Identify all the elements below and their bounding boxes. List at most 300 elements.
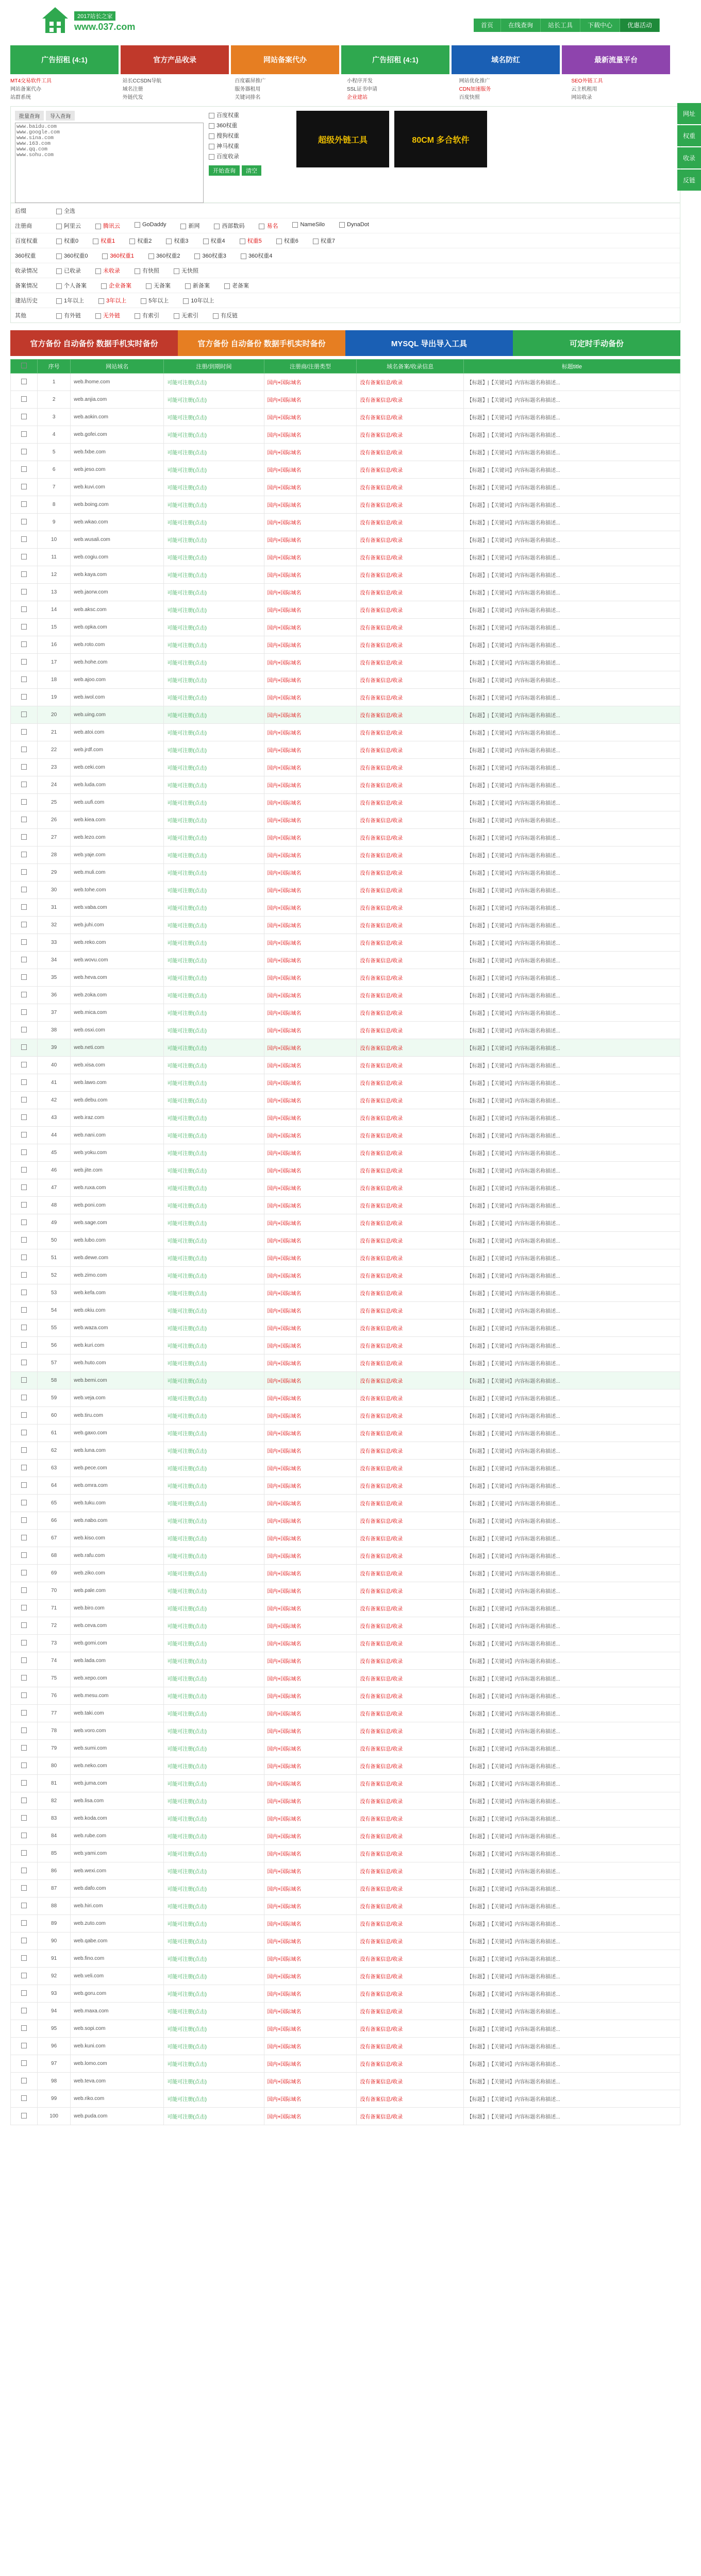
row-checkbox[interactable] xyxy=(21,1850,27,1856)
row-status[interactable]: 可能可注册(点击) xyxy=(164,2073,264,2090)
filter-option[interactable]: 360权重1 xyxy=(102,251,133,260)
row-status[interactable]: 可能可注册(点击) xyxy=(164,1127,264,1144)
checkbox[interactable] xyxy=(214,224,220,229)
row-checkbox[interactable] xyxy=(21,1202,27,1208)
filter-option[interactable]: 未收录 xyxy=(95,266,120,275)
row-status[interactable]: 可能可注册(点击) xyxy=(164,479,264,496)
checkbox[interactable] xyxy=(148,253,154,259)
row-domain[interactable]: web.rube.com xyxy=(71,1827,164,1845)
checkbox[interactable] xyxy=(56,298,62,304)
row-checkbox[interactable] xyxy=(21,1500,27,1505)
row-status[interactable]: 可能可注册(点击) xyxy=(164,987,264,1004)
banner-item[interactable]: 可定时手动备份 xyxy=(513,330,680,356)
row-status[interactable]: 可能可注册(点击) xyxy=(164,1933,264,1950)
row-status[interactable]: 可能可注册(点击) xyxy=(164,409,264,426)
row-status[interactable]: 可能可注册(点击) xyxy=(164,1775,264,1792)
filter-option[interactable]: 无快照 xyxy=(174,266,198,275)
row-status[interactable]: 可能可注册(点击) xyxy=(164,1792,264,1810)
checkbox[interactable] xyxy=(129,239,135,244)
row-status[interactable]: 可能可注册(点击) xyxy=(164,1022,264,1039)
row-checkbox[interactable] xyxy=(21,1237,27,1243)
row-domain[interactable]: web.muli.com xyxy=(71,864,164,882)
row-status[interactable]: 可能可注册(点击) xyxy=(164,1845,264,1862)
row-status[interactable]: 可能可注册(点击) xyxy=(164,636,264,654)
banner-item[interactable]: MYSQL 导出导入工具 xyxy=(345,330,513,356)
filter-option[interactable]: 有索引 xyxy=(135,311,159,319)
row-status[interactable]: 可能可注册(点击) xyxy=(164,391,264,409)
checkbox[interactable] xyxy=(276,239,282,244)
row-status[interactable]: 可能可注册(点击) xyxy=(164,1968,264,1985)
row-checkbox[interactable] xyxy=(21,1973,27,1978)
row-status[interactable]: 可能可注册(点击) xyxy=(164,619,264,636)
row-status[interactable]: 可能可注册(点击) xyxy=(164,1687,264,1705)
row-domain[interactable]: web.neko.com xyxy=(71,1757,164,1775)
row-status[interactable]: 可能可注册(点击) xyxy=(164,461,264,479)
row-checkbox[interactable] xyxy=(21,396,27,402)
row-domain[interactable]: web.aksc.com xyxy=(71,601,164,619)
ad-box[interactable]: 广告招租 (4:1) xyxy=(341,45,449,74)
ad-link[interactable]: SSL证书申请 xyxy=(347,87,377,92)
row-domain[interactable]: web.roto.com xyxy=(71,636,164,654)
row-domain[interactable]: web.qabe.com xyxy=(71,1933,164,1950)
row-checkbox[interactable] xyxy=(21,1570,27,1575)
row-status[interactable]: 可能可注册(点击) xyxy=(164,1092,264,1109)
tab-import-query[interactable]: 导入查询 xyxy=(46,111,75,121)
ad-box[interactable]: 广告招租 (4:1) xyxy=(10,45,119,74)
row-status[interactable]: 可能可注册(点击) xyxy=(164,1372,264,1389)
checkbox[interactable] xyxy=(93,239,98,244)
side-tab[interactable]: 反链 xyxy=(677,170,701,191)
row-checkbox[interactable] xyxy=(21,1815,27,1821)
row-status[interactable]: 可能可注册(点击) xyxy=(164,496,264,514)
ad-link[interactable]: 云主机租用 xyxy=(571,87,597,92)
tab-batch-query[interactable]: 批量查询 xyxy=(15,111,44,121)
row-checkbox[interactable] xyxy=(21,1938,27,1943)
row-domain[interactable]: web.jite.com xyxy=(71,1162,164,1179)
row-status[interactable]: 可能可注册(点击) xyxy=(164,1214,264,1232)
row-domain[interactable]: web.ceva.com xyxy=(71,1617,164,1635)
row-checkbox[interactable] xyxy=(21,1255,27,1260)
row-checkbox[interactable] xyxy=(21,1762,27,1768)
row-status[interactable]: 可能可注册(点击) xyxy=(164,829,264,846)
ad-link[interactable]: CDN加速服务 xyxy=(459,87,491,92)
row-checkbox[interactable] xyxy=(21,1517,27,1523)
row-domain[interactable]: web.gomi.com xyxy=(71,1635,164,1652)
row-domain[interactable]: web.lhome.com xyxy=(71,374,164,391)
row-checkbox[interactable] xyxy=(21,1079,27,1085)
row-status[interactable]: 可能可注册(点击) xyxy=(164,601,264,619)
checkbox[interactable] xyxy=(203,239,209,244)
side-tab[interactable]: 网址 xyxy=(677,103,701,124)
checkbox[interactable] xyxy=(98,298,104,304)
row-domain[interactable]: web.xisa.com xyxy=(71,1057,164,1074)
row-domain[interactable]: web.kefa.com xyxy=(71,1284,164,1302)
row-domain[interactable]: web.puda.com xyxy=(71,2108,164,2125)
ad-link[interactable]: 服务器租用 xyxy=(235,87,261,92)
row-status[interactable]: 可能可注册(点击) xyxy=(164,776,264,794)
row-status[interactable]: 可能可注册(点击) xyxy=(164,1267,264,1284)
row-status[interactable]: 可能可注册(点击) xyxy=(164,566,264,584)
row-checkbox[interactable] xyxy=(21,1657,27,1663)
row-domain[interactable]: web.wkao.com xyxy=(71,514,164,531)
row-status[interactable]: 可能可注册(点击) xyxy=(164,584,264,601)
row-checkbox[interactable] xyxy=(21,1587,27,1593)
row-domain[interactable]: web.neti.com xyxy=(71,1039,164,1057)
filter-option[interactable]: DynaDot xyxy=(339,222,369,230)
row-domain[interactable]: web.nani.com xyxy=(71,1127,164,1144)
row-status[interactable]: 可能可注册(点击) xyxy=(164,846,264,864)
query-option[interactable] xyxy=(209,131,291,140)
row-status[interactable]: 可能可注册(点击) xyxy=(164,1302,264,1319)
filter-option[interactable]: 个人备案 xyxy=(56,281,87,290)
filter-option[interactable]: 新网 xyxy=(180,222,199,230)
row-status[interactable]: 可能可注册(点击) xyxy=(164,1740,264,1757)
row-domain[interactable]: web.riko.com xyxy=(71,2090,164,2108)
row-status[interactable]: 可能可注册(点击) xyxy=(164,1249,264,1267)
row-domain[interactable]: web.yaje.com xyxy=(71,846,164,864)
row-checkbox[interactable] xyxy=(21,1097,27,1103)
row-checkbox[interactable] xyxy=(21,2025,27,2031)
row-checkbox[interactable] xyxy=(21,1535,27,1540)
row-checkbox[interactable] xyxy=(21,764,27,770)
row-checkbox[interactable] xyxy=(21,1325,27,1330)
row-status[interactable]: 可能可注册(点击) xyxy=(164,2003,264,2020)
row-status[interactable]: 可能可注册(点击) xyxy=(164,1495,264,1512)
row-checkbox[interactable] xyxy=(21,1360,27,1365)
row-domain[interactable]: web.ziko.com xyxy=(71,1565,164,1582)
row-domain[interactable]: web.tiru.com xyxy=(71,1407,164,1425)
row-checkbox[interactable] xyxy=(21,1167,27,1173)
query-option[interactable] xyxy=(209,121,291,129)
ad-box[interactable]: 最新流量平台 xyxy=(562,45,670,74)
row-domain[interactable]: web.jaorw.com xyxy=(71,584,164,601)
row-domain[interactable]: web.goru.com xyxy=(71,1985,164,2003)
row-status[interactable]: 可能可注册(点击) xyxy=(164,1670,264,1687)
checkbox[interactable] xyxy=(213,313,219,319)
row-checkbox[interactable] xyxy=(21,887,27,892)
row-checkbox[interactable] xyxy=(21,852,27,857)
row-domain[interactable]: web.lomo.com xyxy=(71,2055,164,2073)
row-checkbox[interactable] xyxy=(21,957,27,962)
row-checkbox[interactable] xyxy=(21,1219,27,1225)
row-domain[interactable]: web.aokin.com xyxy=(71,409,164,426)
row-checkbox[interactable] xyxy=(21,904,27,910)
filter-option[interactable]: 5年以上 xyxy=(141,296,169,304)
row-domain[interactable]: web.wovu.com xyxy=(71,952,164,969)
row-checkbox[interactable] xyxy=(21,606,27,612)
row-domain[interactable]: web.luda.com xyxy=(71,776,164,794)
row-checkbox[interactable] xyxy=(21,659,27,665)
row-status[interactable]: 可能可注册(点击) xyxy=(164,1915,264,1933)
row-checkbox[interactable] xyxy=(21,1798,27,1803)
row-domain[interactable]: web.biro.com xyxy=(71,1600,164,1617)
row-domain[interactable]: web.hiri.com xyxy=(71,1897,164,1915)
row-domain[interactable]: web.veli.com xyxy=(71,1968,164,1985)
row-domain[interactable]: web.fino.com xyxy=(71,1950,164,1968)
row-domain[interactable]: web.bemi.com xyxy=(71,1372,164,1389)
filter-option[interactable]: GoDaddy xyxy=(135,222,166,230)
row-status[interactable]: 可能可注册(点击) xyxy=(164,1600,264,1617)
row-domain[interactable]: web.lezo.com xyxy=(71,829,164,846)
row-status[interactable]: 可能可注册(点击) xyxy=(164,1722,264,1740)
row-domain[interactable]: web.zuto.com xyxy=(71,1915,164,1933)
row-status[interactable]: 可能可注册(点击) xyxy=(164,1985,264,2003)
row-domain[interactable]: web.mica.com xyxy=(71,1004,164,1022)
row-status[interactable]: 可能可注册(点击) xyxy=(164,1179,264,1197)
row-status[interactable]: 可能可注册(点击) xyxy=(164,654,264,671)
site-logo[interactable] xyxy=(41,4,144,40)
checkbox[interactable] xyxy=(56,253,62,259)
row-domain[interactable]: web.maxa.com xyxy=(71,2003,164,2020)
row-domain[interactable]: web.gofei.com xyxy=(71,426,164,444)
row-checkbox[interactable] xyxy=(21,1149,27,1155)
row-status[interactable]: 可能可注册(点击) xyxy=(164,1389,264,1407)
row-domain[interactable]: web.kaya.com xyxy=(71,566,164,584)
row-checkbox[interactable] xyxy=(21,1990,27,1996)
row-checkbox[interactable] xyxy=(21,1692,27,1698)
row-status[interactable]: 可能可注册(点击) xyxy=(164,1074,264,1092)
row-domain[interactable]: web.pale.com xyxy=(71,1582,164,1600)
row-status[interactable]: 可能可注册(点击) xyxy=(164,1757,264,1775)
row-status[interactable]: 可能可注册(点击) xyxy=(164,2055,264,2073)
row-checkbox[interactable] xyxy=(21,782,27,787)
row-checkbox[interactable] xyxy=(21,1675,27,1681)
checkbox[interactable] xyxy=(259,224,264,229)
row-domain[interactable]: web.kiso.com xyxy=(71,1530,164,1547)
checkbox[interactable] xyxy=(209,113,214,118)
row-domain[interactable]: web.yami.com xyxy=(71,1845,164,1862)
row-checkbox[interactable] xyxy=(21,519,27,524)
filter-option[interactable]: 无备案 xyxy=(146,281,171,290)
row-checkbox[interactable] xyxy=(21,1027,27,1032)
checkbox[interactable] xyxy=(146,283,152,289)
ad-link[interactable]: 百度霸屏推广 xyxy=(235,78,266,84)
query-option[interactable] xyxy=(209,142,291,150)
checkbox[interactable] xyxy=(209,154,214,160)
checkbox[interactable] xyxy=(95,224,101,229)
row-checkbox[interactable] xyxy=(21,1727,27,1733)
ad-box[interactable]: 域名防红 xyxy=(452,45,560,74)
row-checkbox[interactable] xyxy=(21,641,27,647)
row-status[interactable]: 可能可注册(点击) xyxy=(164,1617,264,1635)
filter-option[interactable]: 权重2 xyxy=(129,236,152,245)
row-domain[interactable]: web.nabo.com xyxy=(71,1512,164,1530)
row-domain[interactable]: web.dafo.com xyxy=(71,1880,164,1897)
row-domain[interactable]: web.sumi.com xyxy=(71,1740,164,1757)
side-tab[interactable]: 权重 xyxy=(677,125,701,146)
row-status[interactable]: 可能可注册(点击) xyxy=(164,706,264,724)
filter-option[interactable]: 有外链 xyxy=(56,311,81,319)
checkbox[interactable] xyxy=(292,222,298,228)
start-query-button[interactable]: 开始查询 xyxy=(209,165,240,176)
filter-option[interactable]: 权重3 xyxy=(166,236,188,245)
row-status[interactable]: 可能可注册(点击) xyxy=(164,1530,264,1547)
ad-box[interactable]: 官方产品收录 xyxy=(121,45,229,74)
row-status[interactable]: 可能可注册(点击) xyxy=(164,1705,264,1722)
checkbox[interactable] xyxy=(141,298,146,304)
row-checkbox[interactable] xyxy=(21,501,27,507)
row-status[interactable]: 可能可注册(点击) xyxy=(164,514,264,531)
row-domain[interactable]: web.sopi.com xyxy=(71,2020,164,2038)
row-checkbox[interactable] xyxy=(21,1412,27,1418)
checkbox[interactable] xyxy=(180,224,186,229)
checkbox[interactable] xyxy=(56,224,62,229)
row-status[interactable]: 可能可注册(点击) xyxy=(164,671,264,689)
ad-black-2[interactable]: 80CM 多合软件 xyxy=(394,111,487,167)
row-status[interactable]: 可能可注册(点击) xyxy=(164,811,264,829)
row-checkbox[interactable] xyxy=(21,834,27,840)
checkbox[interactable] xyxy=(135,268,140,274)
row-status[interactable]: 可能可注册(点击) xyxy=(164,1354,264,1372)
row-checkbox[interactable] xyxy=(21,922,27,927)
filter-option[interactable]: 3年以上 xyxy=(98,296,126,304)
row-domain[interactable]: web.veja.com xyxy=(71,1389,164,1407)
row-status[interactable]: 可能可注册(点击) xyxy=(164,1284,264,1302)
row-checkbox[interactable] xyxy=(21,1622,27,1628)
checkbox[interactable] xyxy=(224,283,230,289)
nav-query[interactable]: 在线查询 xyxy=(501,19,541,32)
row-checkbox[interactable] xyxy=(21,676,27,682)
checkbox[interactable] xyxy=(135,222,140,228)
query-option[interactable] xyxy=(209,152,291,160)
row-domain[interactable]: web.cogiu.com xyxy=(71,549,164,566)
row-checkbox[interactable] xyxy=(21,2095,27,2101)
ad-link[interactable]: 企业建站 xyxy=(347,95,368,100)
side-tab[interactable]: 收录 xyxy=(677,147,701,168)
checkbox[interactable] xyxy=(209,133,214,139)
domain-input[interactable] xyxy=(15,123,204,203)
ad-link[interactable]: 网站备案代办 xyxy=(10,87,41,92)
row-domain[interactable]: web.reko.com xyxy=(71,934,164,952)
row-domain[interactable]: web.anjia.com xyxy=(71,391,164,409)
select-all-checkbox[interactable] xyxy=(21,363,27,368)
row-checkbox[interactable] xyxy=(21,869,27,875)
row-domain[interactable]: web.uing.com xyxy=(71,706,164,724)
row-domain[interactable]: web.wusali.com xyxy=(71,531,164,549)
checkbox[interactable] xyxy=(56,209,62,214)
filter-option[interactable]: 权重5 xyxy=(240,236,262,245)
row-status[interactable]: 可能可注册(点击) xyxy=(164,1162,264,1179)
row-status[interactable]: 可能可注册(点击) xyxy=(164,1810,264,1827)
row-checkbox[interactable] xyxy=(21,2008,27,2013)
row-domain[interactable]: web.iraz.com xyxy=(71,1109,164,1127)
checkbox[interactable] xyxy=(56,283,62,289)
row-checkbox[interactable] xyxy=(21,1377,27,1383)
row-checkbox[interactable] xyxy=(21,1868,27,1873)
row-status[interactable]: 可能可注册(点击) xyxy=(164,1425,264,1442)
row-checkbox[interactable] xyxy=(21,1430,27,1435)
ad-link[interactable]: SEO外链工具 xyxy=(571,78,603,84)
row-checkbox[interactable] xyxy=(21,554,27,560)
row-status[interactable]: 可能可注册(点击) xyxy=(164,1477,264,1495)
row-status[interactable]: 可能可注册(点击) xyxy=(164,794,264,811)
row-checkbox[interactable] xyxy=(21,817,27,822)
filter-option[interactable]: 易名 xyxy=(259,222,278,230)
ad-link[interactable]: 站群系统 xyxy=(10,95,31,100)
row-checkbox[interactable] xyxy=(21,1552,27,1558)
row-status[interactable]: 可能可注册(点击) xyxy=(164,1652,264,1670)
row-domain[interactable]: web.lawo.com xyxy=(71,1074,164,1092)
checkbox[interactable] xyxy=(183,298,189,304)
ad-link[interactable]: 站长CCSDN导航 xyxy=(122,78,162,84)
filter-option[interactable]: 全选 xyxy=(56,207,75,215)
row-checkbox[interactable] xyxy=(21,1833,27,1838)
row-status[interactable]: 可能可注册(点击) xyxy=(164,1039,264,1057)
row-status[interactable]: 可能可注册(点击) xyxy=(164,1057,264,1074)
row-domain[interactable]: web.zimo.com xyxy=(71,1267,164,1284)
row-checkbox[interactable] xyxy=(21,1903,27,1908)
row-checkbox[interactable] xyxy=(21,1710,27,1716)
row-domain[interactable]: web.kiea.com xyxy=(71,811,164,829)
row-checkbox[interactable] xyxy=(21,2060,27,2066)
row-checkbox[interactable] xyxy=(21,1009,27,1015)
row-domain[interactable]: web.kuri.com xyxy=(71,1337,164,1354)
filter-option[interactable]: 权重0 xyxy=(56,236,78,245)
row-status[interactable]: 可能可注册(点击) xyxy=(164,1004,264,1022)
row-domain[interactable]: web.fxbe.com xyxy=(71,444,164,461)
row-domain[interactable]: web.waza.com xyxy=(71,1319,164,1337)
row-domain[interactable]: web.opka.com xyxy=(71,619,164,636)
row-domain[interactable]: web.atoi.com xyxy=(71,724,164,741)
filter-option[interactable]: 权重6 xyxy=(276,236,298,245)
row-domain[interactable]: web.tuku.com xyxy=(71,1495,164,1512)
row-domain[interactable]: web.pece.com xyxy=(71,1460,164,1477)
checkbox[interactable] xyxy=(56,239,62,244)
checkbox[interactable] xyxy=(241,253,246,259)
checkbox[interactable] xyxy=(166,239,172,244)
row-domain[interactable]: web.ruxa.com xyxy=(71,1179,164,1197)
row-status[interactable]: 可能可注册(点击) xyxy=(164,2020,264,2038)
row-status[interactable]: 可能可注册(点击) xyxy=(164,1950,264,1968)
filter-option[interactable]: 360权重2 xyxy=(148,251,180,260)
row-domain[interactable]: web.omra.com xyxy=(71,1477,164,1495)
row-status[interactable]: 可能可注册(点击) xyxy=(164,759,264,776)
row-status[interactable]: 可能可注册(点击) xyxy=(164,917,264,934)
row-status[interactable]: 可能可注册(点击) xyxy=(164,2038,264,2055)
filter-option[interactable]: 360权重0 xyxy=(56,251,88,260)
row-domain[interactable]: web.kuni.com xyxy=(71,2038,164,2055)
row-domain[interactable]: web.lada.com xyxy=(71,1652,164,1670)
checkbox[interactable] xyxy=(209,144,214,149)
checkbox[interactable] xyxy=(185,283,191,289)
ad-link[interactable]: 网站收录 xyxy=(571,95,592,100)
nav-download[interactable]: 下载中心 xyxy=(580,19,620,32)
filter-option[interactable]: 新备案 xyxy=(185,281,210,290)
filter-option[interactable]: 权重4 xyxy=(203,236,225,245)
row-domain[interactable]: web.kuvi.com xyxy=(71,479,164,496)
row-checkbox[interactable] xyxy=(21,379,27,384)
row-status[interactable]: 可能可注册(点击) xyxy=(164,1442,264,1460)
row-checkbox[interactable] xyxy=(21,1307,27,1313)
filter-option[interactable]: NameSilo xyxy=(292,222,325,230)
row-domain[interactable]: web.jrdf.com xyxy=(71,741,164,759)
row-checkbox[interactable] xyxy=(21,1482,27,1488)
row-domain[interactable]: web.huto.com xyxy=(71,1354,164,1372)
row-domain[interactable]: web.juma.com xyxy=(71,1775,164,1792)
filter-option[interactable]: 有快照 xyxy=(135,266,159,275)
filter-option[interactable]: 腾讯云 xyxy=(95,222,120,230)
row-status[interactable]: 可能可注册(点击) xyxy=(164,374,264,391)
row-domain[interactable]: web.juhi.com xyxy=(71,917,164,934)
filter-option[interactable]: 无索引 xyxy=(174,311,198,319)
row-status[interactable]: 可能可注册(点击) xyxy=(164,1319,264,1337)
row-checkbox[interactable] xyxy=(21,1132,27,1138)
nav-home[interactable]: 首页 xyxy=(474,19,501,32)
checkbox[interactable] xyxy=(95,268,101,274)
row-status[interactable]: 可能可注册(点击) xyxy=(164,724,264,741)
row-domain[interactable]: web.uufi.com xyxy=(71,794,164,811)
row-domain[interactable]: web.koda.com xyxy=(71,1810,164,1827)
